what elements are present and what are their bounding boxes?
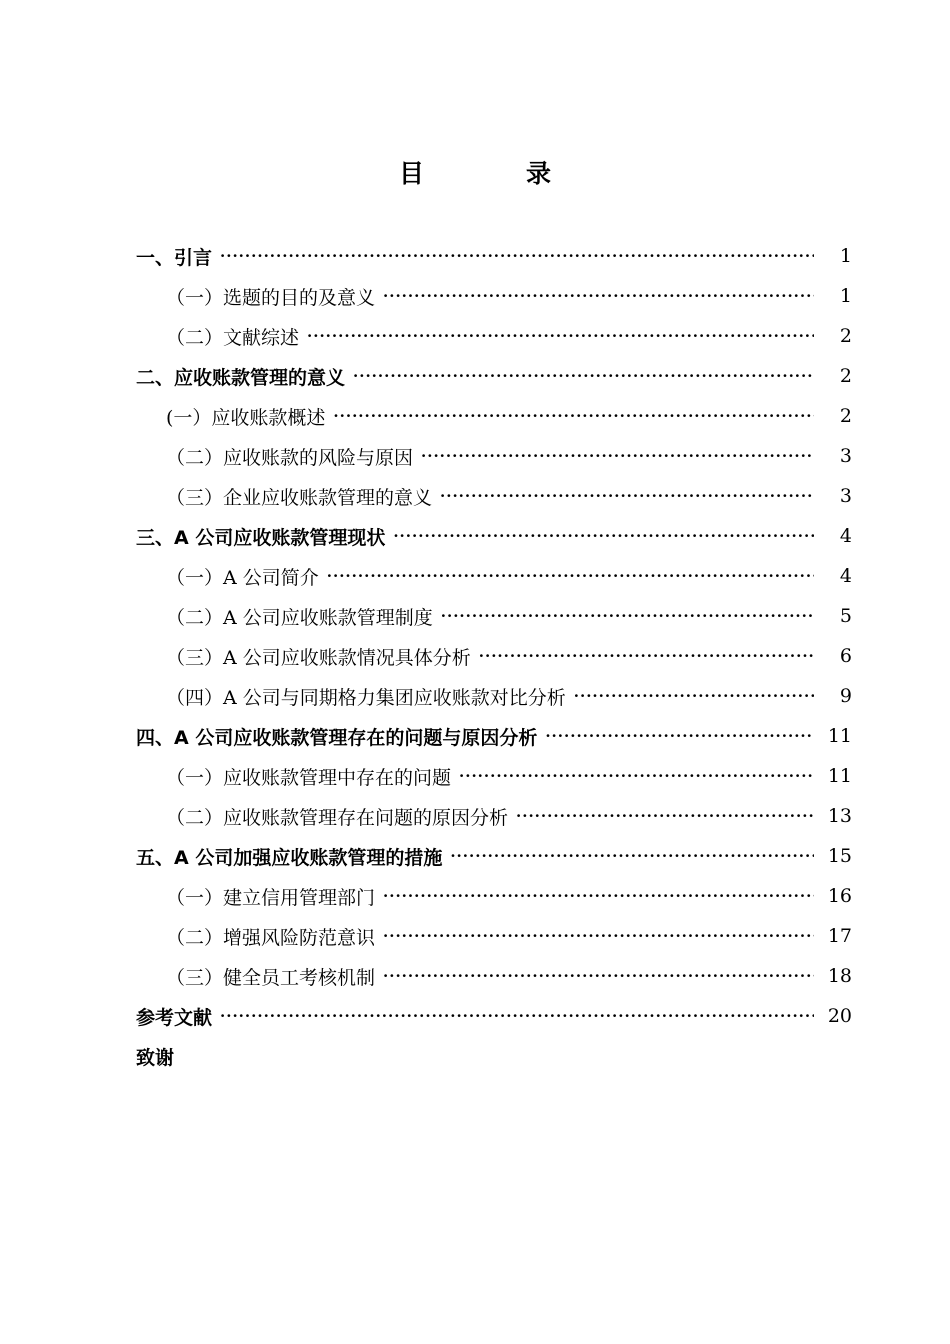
toc-section-entry[interactable]: [136, 676, 852, 716]
toc-entry-label: （二）文献综述: [166, 326, 300, 349]
toc-chapter-entry[interactable]: [136, 356, 852, 396]
toc-section-entry[interactable]: [136, 916, 852, 956]
toc-leader-dots: [440, 487, 814, 505]
toc-entry-label: （二）应收账款管理存在问题的原因分析: [166, 806, 509, 829]
toc-chapter-entry[interactable]: [136, 1036, 852, 1076]
toc-entry-label: （一）选题的目的及意义: [166, 286, 376, 309]
toc-section-entry[interactable]: [136, 796, 852, 836]
toc-section-entry[interactable]: [136, 476, 852, 516]
toc-entry-label: 参考文献: [136, 1006, 213, 1029]
toc-section-entry[interactable]: [136, 956, 852, 996]
toc-leader-dots: [450, 847, 814, 865]
toc-entry-label: 致谢: [136, 1046, 175, 1069]
toc-leader-dots: [421, 447, 814, 465]
toc-entry-label: (一）应收账款概述: [166, 406, 326, 429]
toc-leader-dots: [459, 767, 814, 785]
toc-leader-dots: [383, 967, 814, 985]
toc-entry-label: 四、A 公司应收账款管理存在的问题与原因分析: [136, 726, 538, 749]
page-title: [0, 156, 950, 192]
toc-entry-label: （一）建立信用管理部门: [166, 886, 376, 909]
toc-chapter-entry[interactable]: [136, 716, 852, 756]
toc-section-entry[interactable]: [136, 316, 852, 356]
toc-entry-label: （三）A 公司应收账款情况具体分析: [166, 646, 471, 669]
toc-page-number: 1: [839, 245, 852, 267]
toc-leader-dots: [383, 287, 814, 305]
toc-entry-label: （一）A 公司简介: [166, 566, 319, 589]
toc-leader-dots: [479, 647, 814, 665]
toc-section-entry[interactable]: [136, 636, 852, 676]
toc-section-entry[interactable]: [136, 436, 852, 476]
toc-page-number: 5: [839, 605, 852, 627]
toc-leader-dots: [545, 727, 814, 745]
toc-entry-label: 一、引言: [136, 246, 213, 269]
toc-entry-label: （四）A 公司与同期格力集团应收账款对比分析: [166, 686, 566, 709]
toc-leader-dots: [220, 247, 814, 265]
toc-leader-dots: [383, 927, 814, 945]
toc-leader-dots: [307, 327, 814, 345]
toc-page-number: 4: [839, 525, 852, 547]
toc-section-entry[interactable]: [136, 556, 852, 596]
toc-entry-label: （三）企业应收账款管理的意义: [166, 486, 433, 509]
toc-chapter-entry[interactable]: [136, 236, 852, 276]
toc-entry-label: （一）应收账款管理中存在的问题: [166, 766, 452, 789]
toc-leader-dots: [441, 607, 814, 625]
toc-leader-dots: [574, 687, 814, 705]
toc-page-number: 11: [827, 725, 852, 747]
toc-entry-label: （二）应收账款的风险与原因: [166, 446, 414, 469]
title-char-2: 录: [526, 159, 552, 188]
toc-page-number: 20: [827, 1005, 852, 1027]
toc-leader-dots: [516, 807, 814, 825]
title-char-1: 目: [398, 159, 424, 188]
toc-page-number: 13: [827, 805, 852, 827]
toc-entry-label: （二）增强风险防范意识: [166, 926, 376, 949]
toc-page-number: 18: [827, 965, 852, 987]
toc-page-number: 2: [839, 405, 852, 427]
toc-page-number: 11: [827, 765, 852, 787]
toc-leader-dots: [393, 527, 814, 545]
toc-page-number: 1: [839, 285, 852, 307]
toc-page-number: 6: [839, 645, 852, 667]
toc-section-entry[interactable]: [136, 876, 852, 916]
table-of-contents: [136, 236, 852, 1076]
toc-page-number: 3: [839, 445, 852, 467]
toc-chapter-entry[interactable]: [136, 516, 852, 556]
toc-entry-label: （三）健全员工考核机制: [166, 966, 376, 989]
toc-entry-label: 三、A 公司应收账款管理现状: [136, 526, 386, 549]
toc-page-number: 17: [827, 925, 852, 947]
toc-leader-dots: [353, 367, 814, 385]
toc-leader-dots: [220, 1007, 814, 1025]
toc-page-number: 4: [839, 565, 852, 587]
toc-section-entry[interactable]: [136, 756, 852, 796]
toc-entry-label: （二）A 公司应收账款管理制度: [166, 606, 433, 629]
toc-section-entry[interactable]: [136, 396, 852, 436]
toc-section-entry[interactable]: [136, 276, 852, 316]
toc-page-number: 15: [827, 845, 852, 867]
toc-leader-dots: [327, 567, 814, 585]
toc-leader-dots: [333, 407, 814, 425]
toc-section-entry[interactable]: [136, 596, 852, 636]
toc-chapter-entry[interactable]: [136, 836, 852, 876]
toc-page-number: 2: [839, 325, 852, 347]
toc-page-number: 3: [839, 485, 852, 507]
toc-leader-dots: [383, 887, 814, 905]
toc-page-number: 9: [839, 685, 852, 707]
toc-chapter-entry[interactable]: [136, 996, 852, 1036]
toc-entry-label: 五、A 公司加强应收账款管理的措施: [136, 846, 443, 869]
toc-page-number: 16: [827, 885, 852, 907]
toc-entry-label: 二、应收账款管理的意义: [136, 366, 346, 389]
toc-page-number: 2: [839, 365, 852, 387]
